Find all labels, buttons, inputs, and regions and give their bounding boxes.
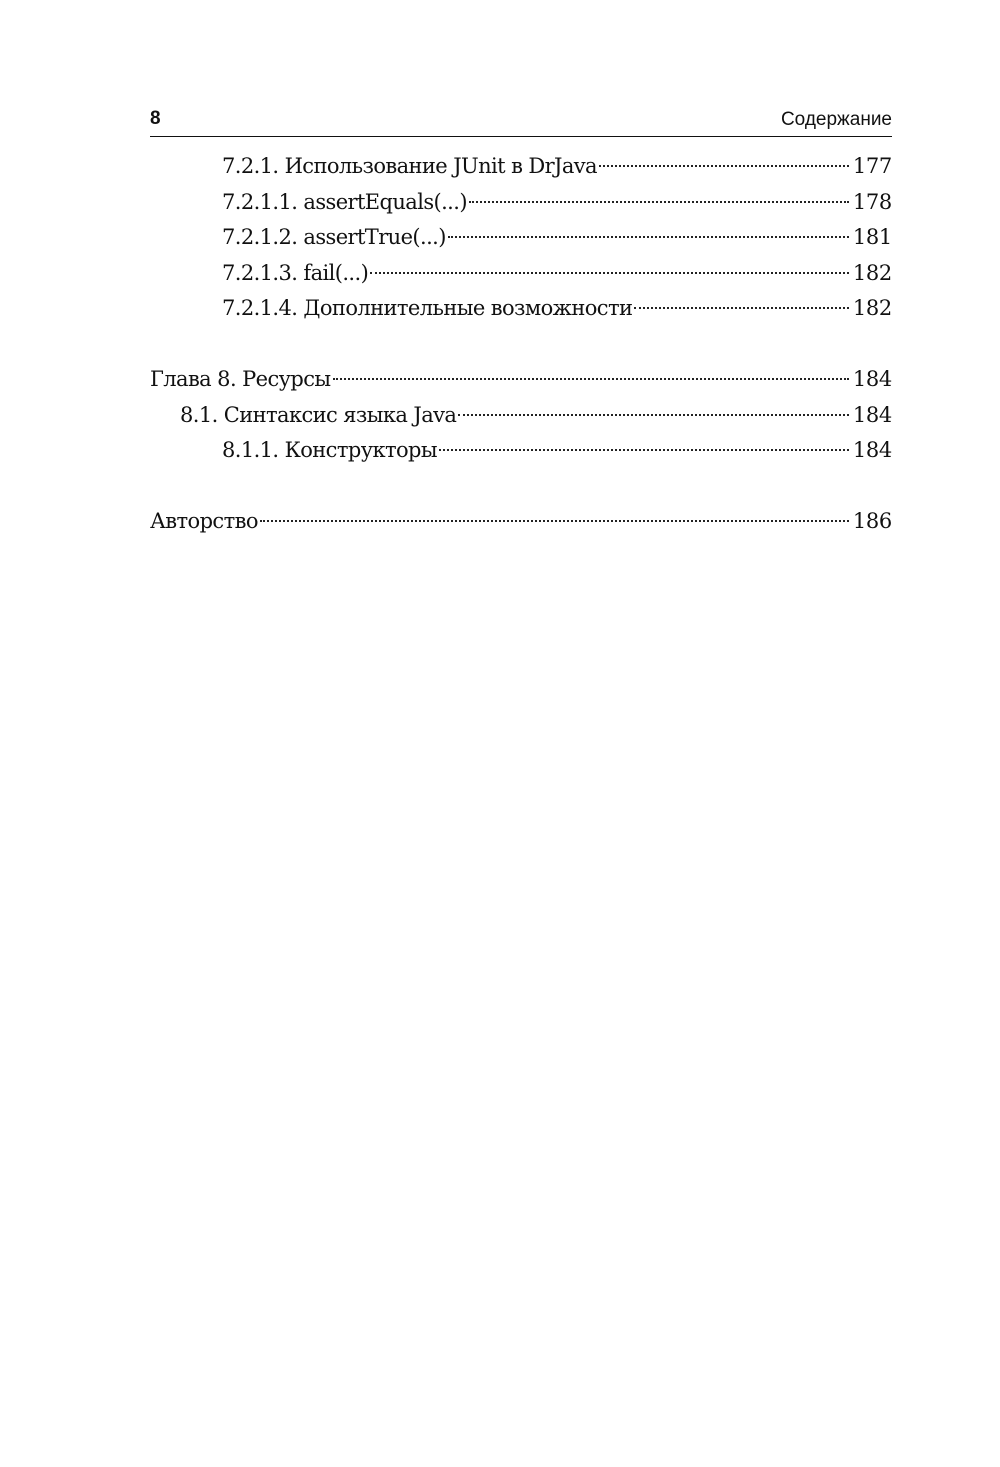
toc-entry-page: 184 [852,438,892,462]
toc-entry-page: 182 [852,260,892,285]
toc-spacer [150,469,892,505]
toc-leader-dots [469,201,849,203]
page-number: 8 [150,108,161,129]
toc-entry[interactable] [150,149,892,185]
toc-leader-dots [458,414,848,416]
toc-leader-dots [333,378,849,380]
toc-entry[interactable] [150,291,892,327]
toc-spacer [150,327,892,363]
toc-entry-page: 178 [852,189,892,214]
toc-leader-dots [634,307,848,309]
toc-entry-title: 7.2.1. Использование JUnit в DrJava [222,154,597,178]
toc-section-entry[interactable] [150,398,892,434]
toc-entry-page: 181 [852,225,892,249]
toc-entry[interactable] [150,433,892,469]
page-header [150,106,892,137]
toc-chapter-entry[interactable] [150,504,892,540]
toc-entry-title: 8.1.1. Конструкторы [222,438,437,462]
toc-entry-page: 177 [852,154,892,178]
toc-entry-page: 184 [852,367,892,391]
toc-entry-title: 7.2.1.3. fail(...) [222,260,369,285]
toc-chapter-entry[interactable] [150,362,892,398]
toc-leader-dots [370,272,849,274]
toc-entry[interactable] [150,185,892,221]
toc-entry-title: 7.2.1.2. assertTrue(...) [222,225,446,249]
toc-entry-title: 7.2.1.4. Дополнительные возможности [222,296,633,320]
toc-entry-title: 8.1. Синтаксис языка Java [180,402,457,427]
table-of-contents [150,149,892,540]
toc-leader-dots [439,449,849,451]
toc-leader-dots [260,520,849,522]
toc-entry-title: Авторство [150,509,258,533]
toc-leader-dots [448,236,849,238]
toc-entry-page: 182 [852,296,892,320]
running-title: Содержание [780,109,892,130]
toc-entry[interactable] [150,220,892,256]
toc-entry-page: 184 [852,402,892,427]
toc-leader-dots [599,165,849,167]
toc-entry-title: 7.2.1.1. assertEquals(...) [222,189,467,214]
toc-entry-page: 186 [852,509,892,533]
toc-entry[interactable] [150,256,892,292]
toc-entry-title: Глава 8. Ресурсы [150,367,331,391]
